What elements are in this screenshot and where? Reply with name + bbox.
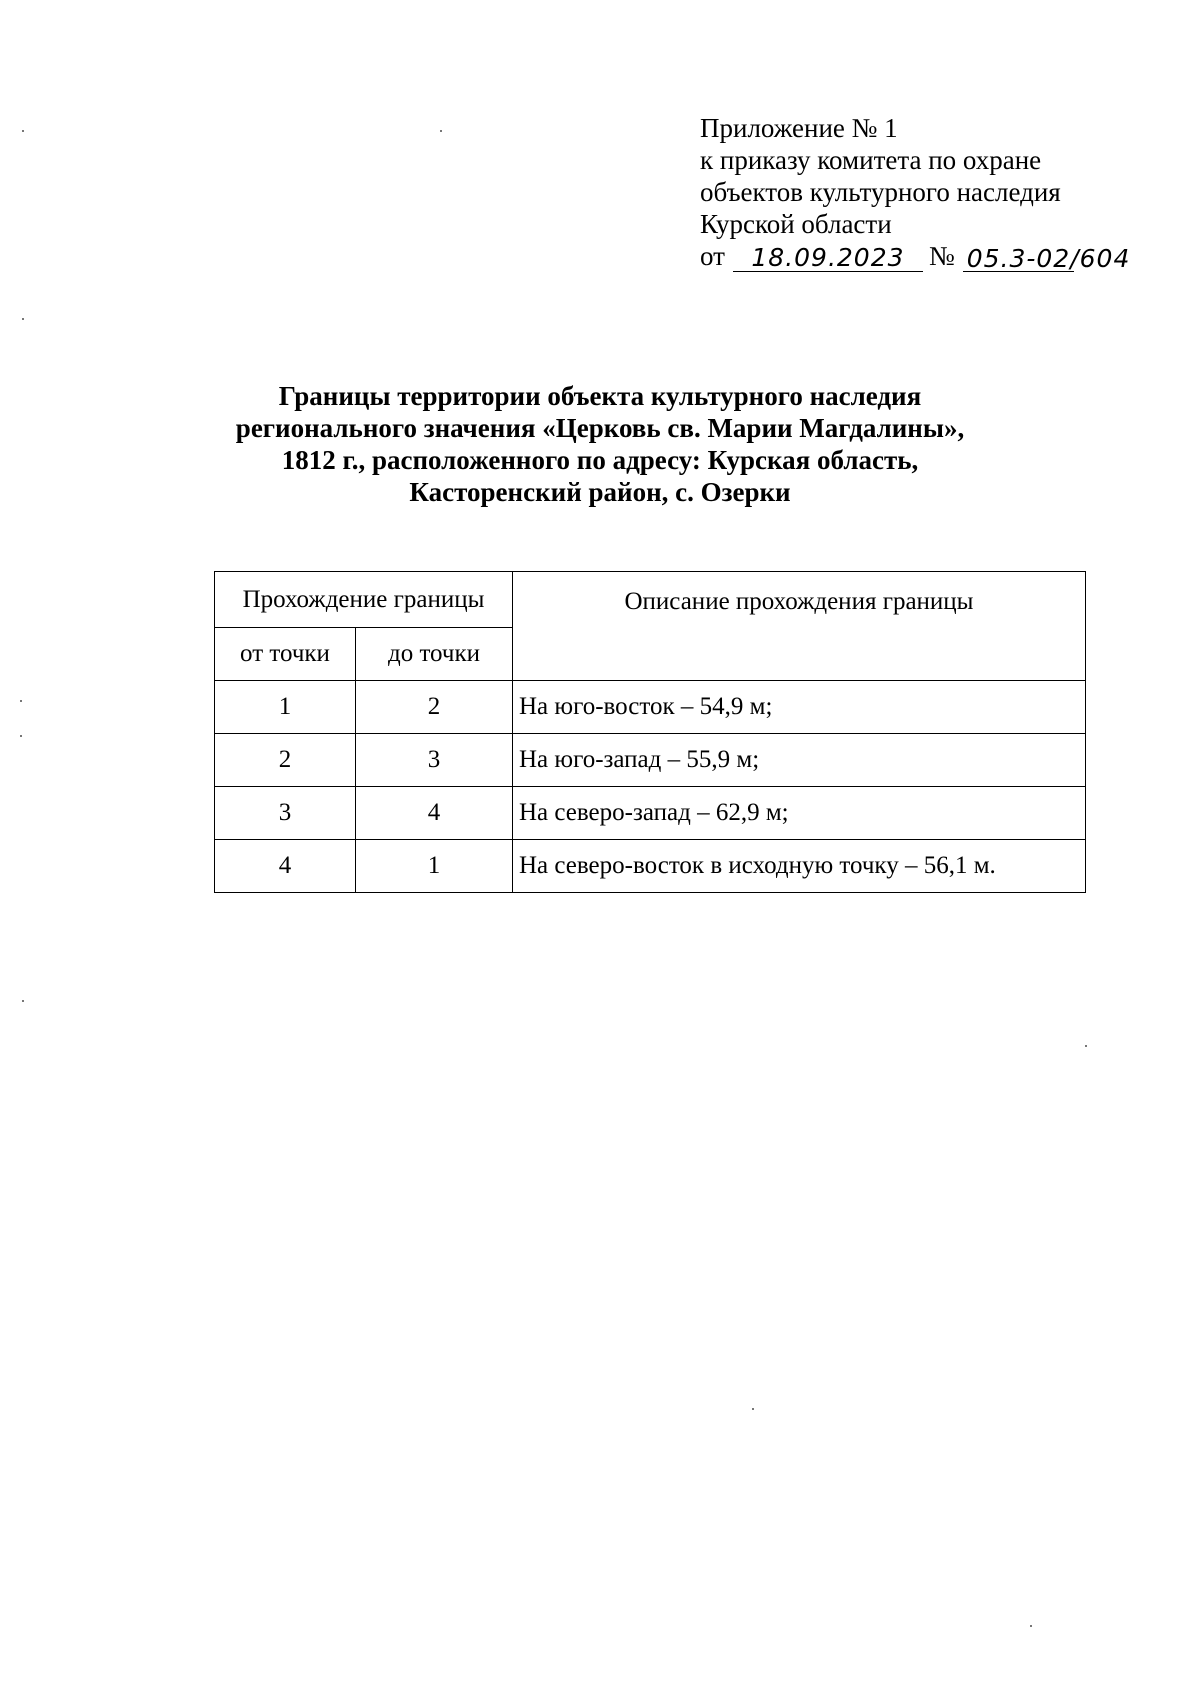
to-point-cell: 2 — [356, 681, 513, 734]
description-cell: На северо-запад – 62,9 м; — [513, 787, 1086, 840]
from-point-cell: 4 — [215, 840, 356, 893]
table-row — [215, 681, 1086, 734]
title-line-1: Границы территории объекта культурного наследия — [278, 381, 922, 411]
title-line-3: 1812 г., расположенного по адресу: Курская область, — [281, 445, 919, 475]
table-row — [215, 734, 1086, 787]
title-line-2: регионального значения «Церковь св. Марии Магдалины», — [235, 413, 965, 443]
handwritten-date: 18.09.2023 — [733, 245, 923, 272]
document-title — [180, 380, 1020, 508]
description-cell: На северо-восток в исходную точку – 56,1 м. — [513, 840, 1086, 893]
description-cell: На юго-запад – 55,9 м; — [513, 734, 1086, 787]
from-label: от — [700, 241, 725, 271]
number-label: № — [928, 241, 955, 271]
annex-title: Приложение № 1 — [700, 113, 898, 143]
scan-speck — [20, 735, 22, 737]
to-point-header: до точки — [356, 628, 513, 681]
annex-date-number-line — [700, 240, 1134, 272]
table-row — [215, 840, 1086, 893]
from-point-cell: 2 — [215, 734, 356, 787]
to-point-cell: 1 — [356, 840, 513, 893]
description-cell: На юго-восток – 54,9 м; — [513, 681, 1086, 734]
title-line-4: Касторенский район, с. Озерки — [409, 477, 791, 507]
scan-speck — [1085, 1045, 1087, 1047]
scan-speck — [1030, 1625, 1032, 1627]
annex-region-line: Курской области — [700, 209, 892, 239]
annex-committee-line: объектов культурного наследия — [700, 177, 1061, 207]
annex-block — [700, 112, 1134, 272]
table-row — [215, 787, 1086, 840]
scan-speck — [22, 318, 24, 320]
from-point-cell: 1 — [215, 681, 356, 734]
scan-speck — [22, 130, 24, 132]
scan-speck — [22, 1000, 24, 1002]
scan-speck — [20, 700, 22, 702]
group-header: Прохождение границы — [215, 572, 513, 628]
from-point-cell: 3 — [215, 787, 356, 840]
handwritten-number: 05.3-02/604 — [963, 246, 1135, 272]
scan-speck — [440, 130, 442, 132]
to-point-cell: 4 — [356, 787, 513, 840]
to-point-cell: 3 — [356, 734, 513, 787]
boundary-table — [214, 571, 1086, 893]
annex-order-line: к приказу комитета по охране — [700, 145, 1042, 175]
from-point-header: от точки — [215, 628, 356, 681]
scan-speck — [752, 1408, 754, 1410]
description-header: Описание прохождения границы — [513, 572, 1086, 681]
